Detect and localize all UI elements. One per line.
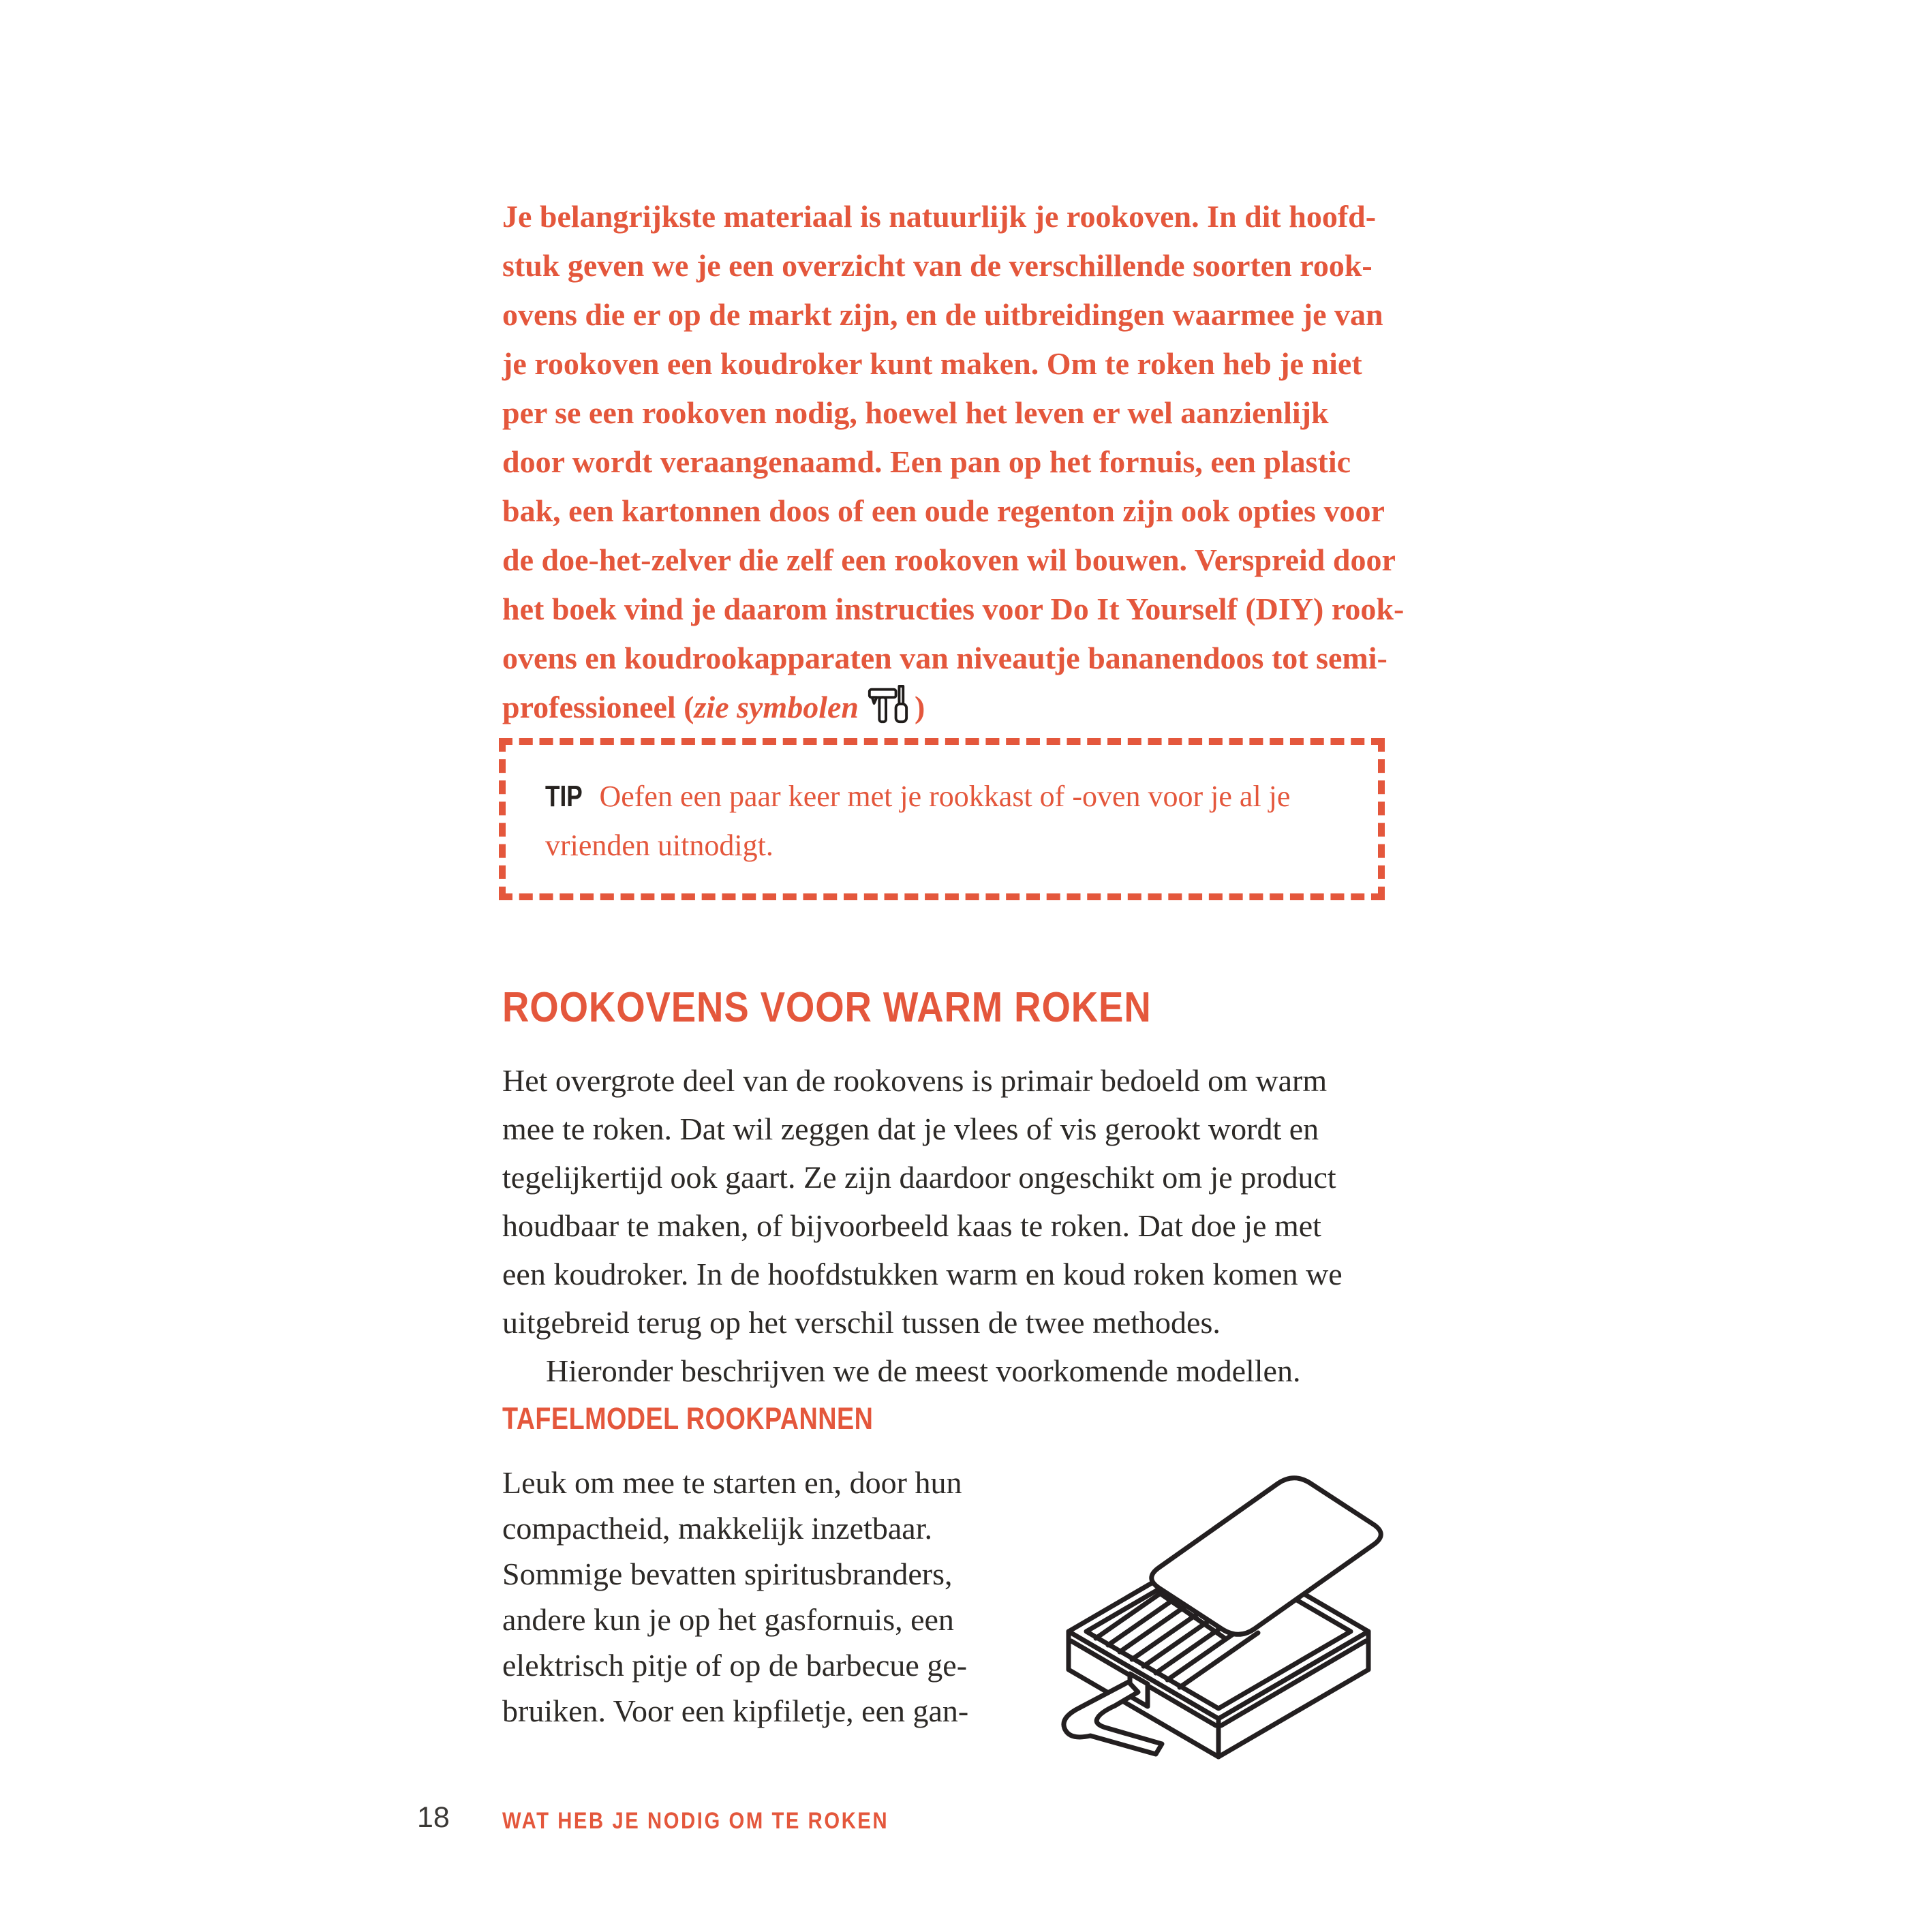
body-line: mee te roken. Dat wil zeggen dat je vlees of vis gerookt wordt en	[502, 1111, 1319, 1146]
hammer-claw	[872, 697, 877, 703]
body-line: bruiken. Voor een kipfiletje, een gan-	[502, 1693, 969, 1728]
tip-line-1	[545, 772, 1378, 821]
body-line: tegelijkertijd ook gaart. Ze zijn daardoor ongeschikt om je product	[502, 1160, 1336, 1195]
intro-line: het boek vind je daarom instructies voor Do It Yourself (DIY) rook-	[502, 592, 1405, 626]
body-indented-line: Hieronder beschrijven we de meest voorkomende modellen.	[546, 1353, 1301, 1388]
intro-line: ovens en koudrookapparaten van niveautje bananendoos tot semi-	[502, 641, 1387, 675]
body-line: elektrisch pitje of op de barbecue ge-	[502, 1648, 968, 1683]
intro-lines	[502, 192, 1404, 683]
smoker-pan-illustration	[1028, 1449, 1437, 1769]
hammer-screwdriver-icon	[865, 684, 909, 724]
body-line: Sommige bevatten spiritusbranders,	[502, 1557, 953, 1591]
warm-section-lines	[502, 1056, 1343, 1347]
body-line: houdbaar te maken, of bijvoorbeeld kaas te roken. Dat doe je met	[502, 1208, 1321, 1243]
intro-line: de doe-het-zelver die zelf een rookoven wil bouwen. Verspreid door	[502, 542, 1396, 577]
tip-text-1: Oefen een paar keer met je rookkast of -oven voor je al je	[599, 780, 1291, 813]
screwdriver-blade	[899, 686, 903, 704]
intro-line: je rookoven een koudroker kunt maken. Om te roken heb je niet	[502, 346, 1362, 381]
intro-paragraph	[502, 192, 1404, 732]
intro-line: per se een rookoven nodig, hoewel het leven er wel aanzienlijk	[502, 395, 1329, 430]
tafelmodel-paragraph	[502, 1460, 968, 1734]
tip-content	[506, 745, 1378, 870]
intro-last-line-text: professioneel (	[502, 690, 694, 724]
intro-line: bak, een kartonnen doos of een oude regenton zijn ook opties voor	[502, 493, 1385, 528]
intro-italic-text: zie symbolen	[694, 690, 859, 724]
body-line: een koudroker. In de hoofdstukken warm en koud roken komen we	[502, 1257, 1343, 1291]
tip-line-2: vrienden uitnodigt.	[545, 829, 773, 862]
screwdriver-handle	[896, 704, 907, 722]
intro-line: stuk geven we je een overzicht van de verschillende soorten rook-	[502, 248, 1373, 283]
tip-box	[499, 738, 1385, 900]
warm-section-paragraph	[502, 1056, 1343, 1395]
tip-label: TIP	[545, 780, 583, 813]
section-heading-warm-roken: ROOKOVENS VOOR WARM ROKEN	[502, 984, 1152, 1031]
intro-line: ovens die er op de markt zijn, en de uitbreidingen waarmee je van	[502, 297, 1383, 332]
page-number: 18	[417, 1801, 450, 1834]
body-line: andere kun je op het gasfornuis, een	[502, 1602, 954, 1637]
running-title: WAT HEB JE NODIG OM TE ROKEN	[502, 1808, 889, 1834]
subsection-heading-tafelmodel: TAFELMODEL ROOKPANNEN	[502, 1401, 874, 1436]
intro-line: Je belangrijkste materiaal is natuurlijk je rookoven. In dit hoofd-	[502, 199, 1377, 234]
intro-line: door wordt veraangenaamd. Een pan op het fornuis, een plastic	[502, 444, 1351, 479]
body-line: uitgebreid terug op het verschil tussen de twee methodes.	[502, 1305, 1221, 1340]
body-line: Leuk om mee te starten en, door hun	[502, 1465, 962, 1500]
intro-last-line-close: )	[915, 690, 925, 724]
body-line: Het overgrote deel van de rookovens is primair bedoeld om warm	[502, 1063, 1328, 1098]
hammer-handle	[879, 697, 886, 722]
intro-last-line	[502, 683, 1404, 732]
body-line: compactheid, makkelijk inzetbaar.	[502, 1511, 932, 1546]
